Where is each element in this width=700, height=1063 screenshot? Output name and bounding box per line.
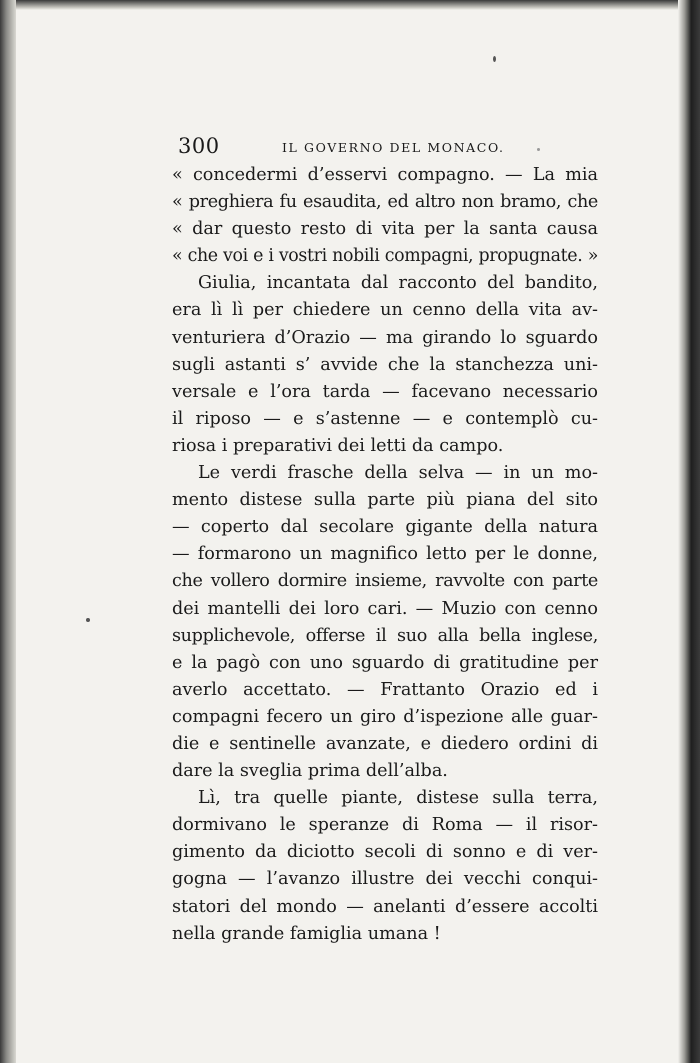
text-line: « preghiera fu esaudita, ed altro non bramo, che [172, 192, 598, 213]
text-line: che vollero dormire insieme, ravvolte con parte [172, 571, 598, 592]
text-line: dormivano le speranze di Roma — il risor- [172, 815, 598, 836]
text-line: gogna — l’avanzo illustre dei vecchi conqui- [172, 869, 598, 890]
text-line: supplichevole, offerse il suo alla bella inglese, [172, 625, 598, 646]
paragraph-start-line: Le verdi frasche della selva — in un mo- [198, 463, 598, 484]
paragraph-start-line: Giulia, incantata dal racconto del bandito, [198, 273, 598, 294]
speck [86, 618, 90, 622]
paragraph-end-line: dare la sveglia prima dell’alba. [172, 761, 448, 782]
text-line: gimento da diciotto secoli di sonno e di ver- [172, 842, 598, 863]
paragraph-end-line: nella grande famiglia umana ! [172, 923, 441, 944]
text-line: sugli astanti s’ avvide che la stanchezza uni- [172, 354, 598, 375]
text-line: die e sentinelle avanzate, e diedero ordini di [172, 733, 598, 754]
page-top-edge-shadow [0, 0, 700, 10]
text-line: compagni fecero un giro d’ispezione alle guar- [172, 706, 598, 727]
page-left-edge-shadow [0, 0, 16, 1063]
text-line: — formarono un magnifico letto per le donne, [172, 544, 598, 565]
text-line: « concedermi d’esservi compagno. — La mia [172, 165, 598, 185]
text-line: dei mantelli dei loro cari. — Muzio con cenno [172, 598, 598, 619]
text-line: venturiera d’Orazio — ma girando lo sguardo [172, 327, 598, 348]
text-line: mento distese sulla parte più piana del sito [172, 490, 598, 511]
page-number: 300 [178, 134, 220, 158]
page-right-edge-shadow [678, 0, 700, 1063]
text-line: — coperto dal secolare gigante della natura [172, 517, 598, 538]
book-page [172, 132, 598, 948]
text-line: « dar questo resto di vita per la santa causa [172, 219, 598, 240]
paragraph-end-line: riosa i preparativi dei letti da campo. [172, 435, 504, 456]
text-line: il riposo — e s’astenne — e contemplò cu- [172, 408, 598, 429]
text-line: e la pagò con uno sguardo di gratitudine per [172, 652, 598, 673]
paragraph-start-line: Lì, tra quelle piante, distese sulla terra, [198, 788, 598, 809]
page-header [172, 132, 598, 162]
text-line: « che voi e i vostri nobili compagni, propugnate. » [172, 246, 598, 267]
text-line: era lì lì per chiedere un cenno della vita av- [172, 300, 598, 321]
text-line: averlo accettato. — Frattanto Orazio ed i [172, 679, 598, 700]
text-line: statori del mondo — anelanti d’essere accolti [172, 896, 598, 917]
running-head: IL GOVERNO DEL MONACO. [282, 140, 505, 155]
text-line: versale e l’ora tarda — facevano necessario [172, 381, 598, 402]
speck [493, 56, 496, 62]
